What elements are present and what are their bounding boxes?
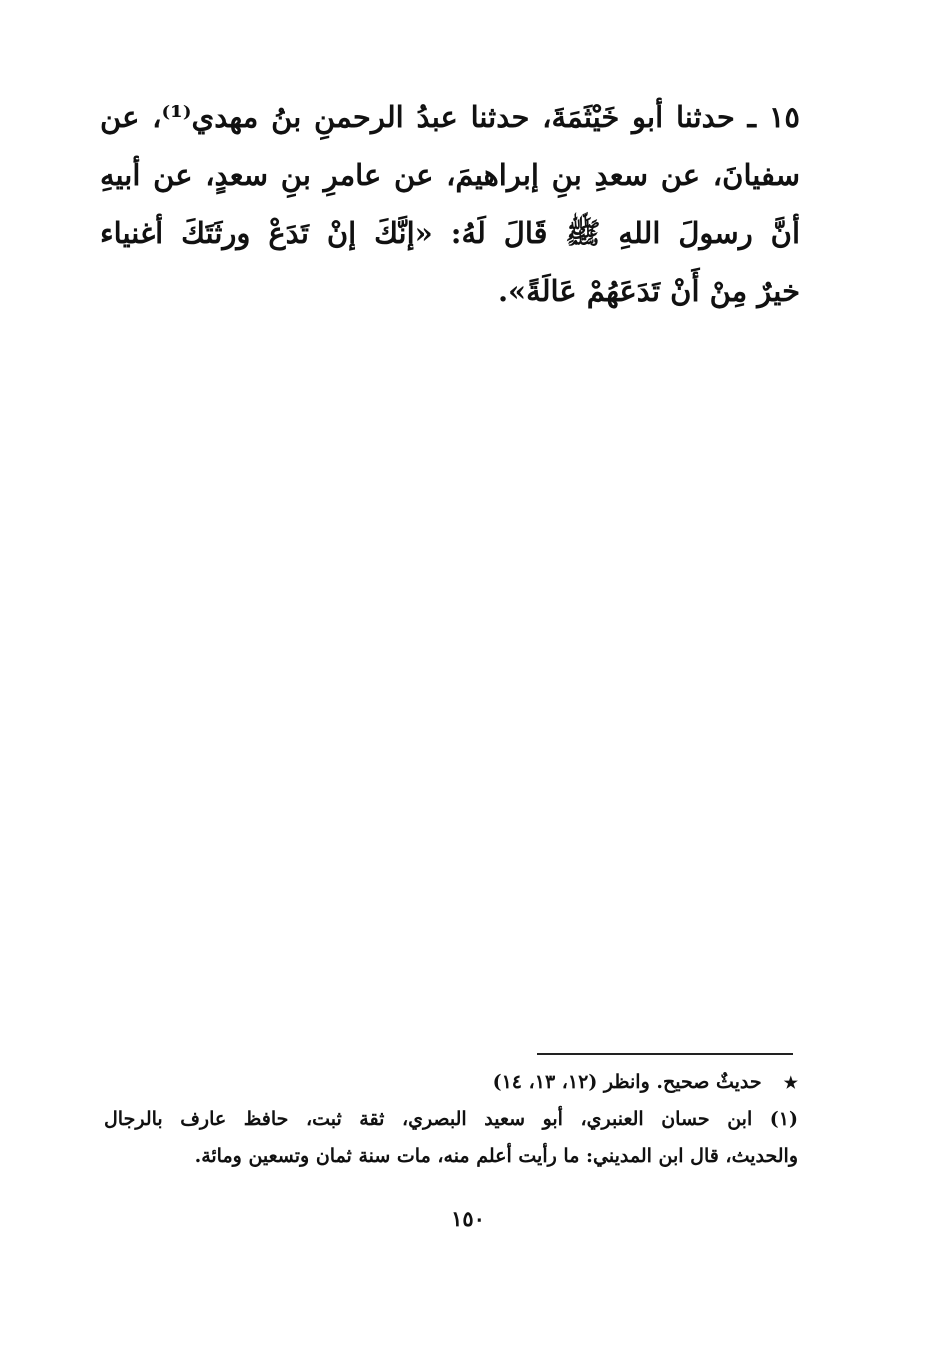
footnotes (104, 1064, 798, 1175)
footnote-1-line-1: (١) ابن حسان العنبري، أبو سعيد البصري، ثقة ثبت، حافظ عارف بالرجال (104, 1108, 798, 1130)
page-number: ١٥٠ (451, 1206, 485, 1231)
hadith-grading: حديثٌ صحيح. وانظر (١٢، ١٣، ١٤) (492, 1071, 762, 1093)
star-icon: ★ (783, 1073, 798, 1092)
hadith-line-3: أنَّ رسولَ اللهِ ﷺ قَالَ لَهُ: «إنَّكَ إنْ تَدَعْ ورثَتَكَ أغنياء (100, 216, 800, 250)
footnote-divider (537, 1053, 793, 1055)
hadith-line-2: سفيانَ، عن سعدِ بنِ إبراهيمَ، عن عامرِ بنِ سعدٍ، عن أبيهِ (100, 158, 800, 192)
hadith-line-4: خيرٌ مِنْ أَنْ تَدَعَهُمْ عَالَةً». (497, 274, 800, 308)
footnote-1-line-2: والحديث، قال ابن المديني: ما رأيت أعلم منه، مات سنة ثمان وتسعين ومائة. (194, 1145, 798, 1167)
hadith-line-1: ١٥ ـ حدثنا أبو خَيْثَمَةَ، حدثنا عبدُ الرحمنِ بنُ مهدي⁽¹⁾، عن (100, 100, 800, 134)
hadith-text (100, 88, 800, 320)
grading-line (104, 1064, 798, 1101)
